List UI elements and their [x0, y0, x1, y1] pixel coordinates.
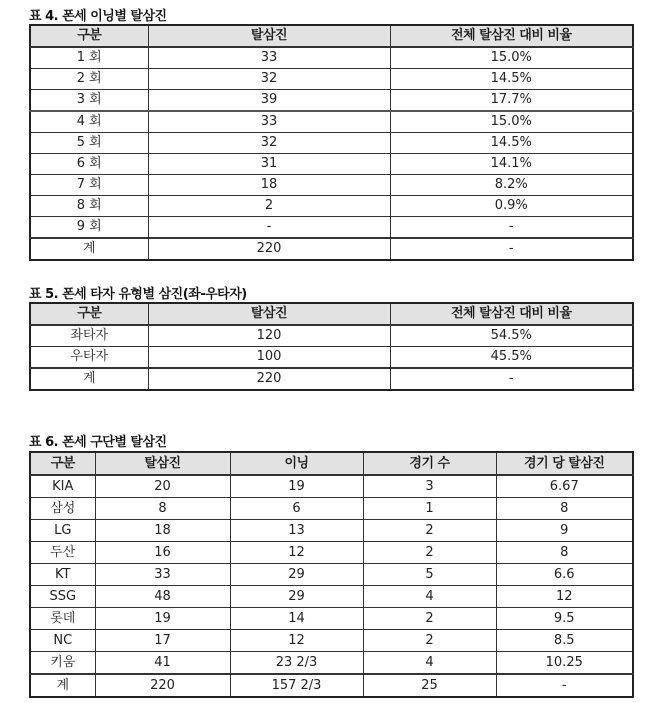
cell-strikeouts: 41 — [95, 652, 230, 675]
table-total-row — [30, 674, 633, 697]
cell-team: KT — [30, 564, 95, 586]
table-row — [30, 154, 633, 175]
cell-games: 2 — [363, 542, 496, 564]
cell-ratio: 14.5% — [390, 69, 633, 90]
cell-category: 4 회 — [30, 111, 148, 133]
cell-innings: 12 — [230, 630, 363, 652]
table-row — [30, 542, 633, 564]
cell-category: 6 회 — [30, 154, 148, 175]
cell-per-game: 6.6 — [496, 564, 633, 586]
cell-per-game: 9.5 — [496, 608, 633, 630]
cell-games: 4 — [363, 652, 496, 675]
table-row — [30, 69, 633, 90]
cell-team: SSG — [30, 586, 95, 608]
cell-team: 롯데 — [30, 608, 95, 630]
table-row — [30, 133, 633, 154]
cell-strikeouts: 220 — [148, 238, 390, 260]
cell-ratio: 45.5% — [390, 347, 633, 369]
cell-strikeouts: 33 — [95, 564, 230, 586]
table-row — [30, 652, 633, 675]
table-header-row — [30, 452, 633, 475]
cell-category: 계 — [30, 238, 148, 260]
cell-team: 삼성 — [30, 498, 95, 520]
table-row — [30, 196, 633, 217]
table-row — [30, 47, 633, 69]
cell-strikeouts: 32 — [148, 69, 390, 90]
table-row — [30, 475, 633, 498]
cell-games: 2 — [363, 630, 496, 652]
cell-innings: 19 — [230, 475, 363, 498]
cell-games: 25 — [363, 674, 496, 697]
cell-ratio: 54.5% — [390, 325, 633, 347]
cell-games: 2 — [363, 520, 496, 542]
cell-team: LG — [30, 520, 95, 542]
table4-caption: 표 4. 폰세 이닝별 탈삼진 — [29, 9, 167, 24]
cell-ratio: - — [390, 368, 633, 390]
table-row — [30, 347, 633, 369]
table-row — [30, 586, 633, 608]
cell-ratio: 8.2% — [390, 175, 633, 196]
table-row — [30, 498, 633, 520]
cell-category: 8 회 — [30, 196, 148, 217]
cell-per-game: 8 — [496, 498, 633, 520]
cell-strikeouts: 2 — [148, 196, 390, 217]
cell-innings: 14 — [230, 608, 363, 630]
cell-per-game: 9 — [496, 520, 633, 542]
cell-strikeouts: 100 — [148, 347, 390, 369]
table6-caption: 표 6. 폰세 구단별 탈삼진 — [29, 435, 167, 450]
cell-category: 5 회 — [30, 133, 148, 154]
cell-games: 5 — [363, 564, 496, 586]
cell-innings: 6 — [230, 498, 363, 520]
cell-strikeouts: 31 — [148, 154, 390, 175]
cell-games: 1 — [363, 498, 496, 520]
header-ratio: 전체 탈삼진 대비 비율 — [390, 303, 633, 325]
table-strikeouts-by-team — [29, 451, 634, 698]
cell-strikeouts: 48 — [95, 586, 230, 608]
cell-strikeouts: 17 — [95, 630, 230, 652]
cell-games: 2 — [363, 608, 496, 630]
table-row — [30, 217, 633, 239]
cell-strikeouts: 16 — [95, 542, 230, 564]
table-row — [30, 520, 633, 542]
cell-category: 7 회 — [30, 175, 148, 196]
cell-per-game: 8 — [496, 542, 633, 564]
header-strikeouts: 탈삼진 — [95, 452, 230, 475]
table-row — [30, 564, 633, 586]
cell-strikeouts: 8 — [95, 498, 230, 520]
cell-strikeouts: 18 — [95, 520, 230, 542]
header-innings: 이닝 — [230, 452, 363, 475]
cell-games: 3 — [363, 475, 496, 498]
table-total-row — [30, 238, 633, 260]
table-strikeouts-by-batter-type — [29, 302, 634, 391]
cell-strikeouts: 220 — [148, 368, 390, 390]
table-row — [30, 111, 633, 133]
cell-category: 우타자 — [30, 347, 148, 369]
table-header-row — [30, 25, 633, 47]
header-ratio: 전체 탈삼진 대비 비율 — [390, 25, 633, 47]
cell-ratio: 14.5% — [390, 133, 633, 154]
cell-team: 계 — [30, 674, 95, 697]
cell-category: 3 회 — [30, 90, 148, 112]
header-strikeouts-per-game: 경기 당 탈삼진 — [496, 452, 633, 475]
cell-per-game: 8.5 — [496, 630, 633, 652]
header-category: 구분 — [30, 303, 148, 325]
table-total-row — [30, 368, 633, 390]
header-strikeouts: 탈삼진 — [148, 303, 390, 325]
cell-category: 계 — [30, 368, 148, 390]
cell-category: 2 회 — [30, 69, 148, 90]
table5-caption: 표 5. 폰세 타자 유형별 삼진(좌-우타자) — [29, 287, 247, 302]
table-row — [30, 90, 633, 112]
cell-strikeouts: - — [148, 217, 390, 239]
cell-ratio: 0.9% — [390, 196, 633, 217]
cell-strikeouts: 19 — [95, 608, 230, 630]
cell-category: 좌타자 — [30, 325, 148, 347]
cell-strikeouts: 120 — [148, 325, 390, 347]
cell-strikeouts: 18 — [148, 175, 390, 196]
cell-team: 두산 — [30, 542, 95, 564]
cell-innings: 12 — [230, 542, 363, 564]
cell-strikeouts: 220 — [95, 674, 230, 697]
cell-ratio: 15.0% — [390, 111, 633, 133]
cell-strikeouts: 39 — [148, 90, 390, 112]
cell-ratio: - — [390, 217, 633, 239]
table-row — [30, 325, 633, 347]
cell-team: NC — [30, 630, 95, 652]
cell-per-game: 6.67 — [496, 475, 633, 498]
cell-ratio: 14.1% — [390, 154, 633, 175]
table-row — [30, 630, 633, 652]
cell-team: KIA — [30, 475, 95, 498]
cell-innings: 13 — [230, 520, 363, 542]
table-row — [30, 608, 633, 630]
cell-per-game: 12 — [496, 586, 633, 608]
cell-category: 9 회 — [30, 217, 148, 239]
header-strikeouts: 탈삼진 — [148, 25, 390, 47]
cell-ratio: 15.0% — [390, 47, 633, 69]
header-category: 구분 — [30, 25, 148, 47]
cell-innings: 29 — [230, 564, 363, 586]
header-team: 구분 — [30, 452, 95, 475]
cell-strikeouts: 32 — [148, 133, 390, 154]
cell-per-game: - — [496, 674, 633, 697]
cell-innings: 23 2/3 — [230, 652, 363, 675]
cell-category: 1 회 — [30, 47, 148, 69]
cell-per-game: 10.25 — [496, 652, 633, 675]
cell-games: 4 — [363, 586, 496, 608]
header-games: 경기 수 — [363, 452, 496, 475]
cell-strikeouts: 33 — [148, 111, 390, 133]
table-strikeouts-by-inning — [29, 24, 634, 261]
cell-strikeouts: 33 — [148, 47, 390, 69]
cell-innings: 157 2/3 — [230, 674, 363, 697]
cell-strikeouts: 20 — [95, 475, 230, 498]
table-row — [30, 175, 633, 196]
cell-ratio: 17.7% — [390, 90, 633, 112]
cell-team: 키움 — [30, 652, 95, 675]
cell-innings: 29 — [230, 586, 363, 608]
table-header-row — [30, 303, 633, 325]
cell-ratio: - — [390, 238, 633, 260]
